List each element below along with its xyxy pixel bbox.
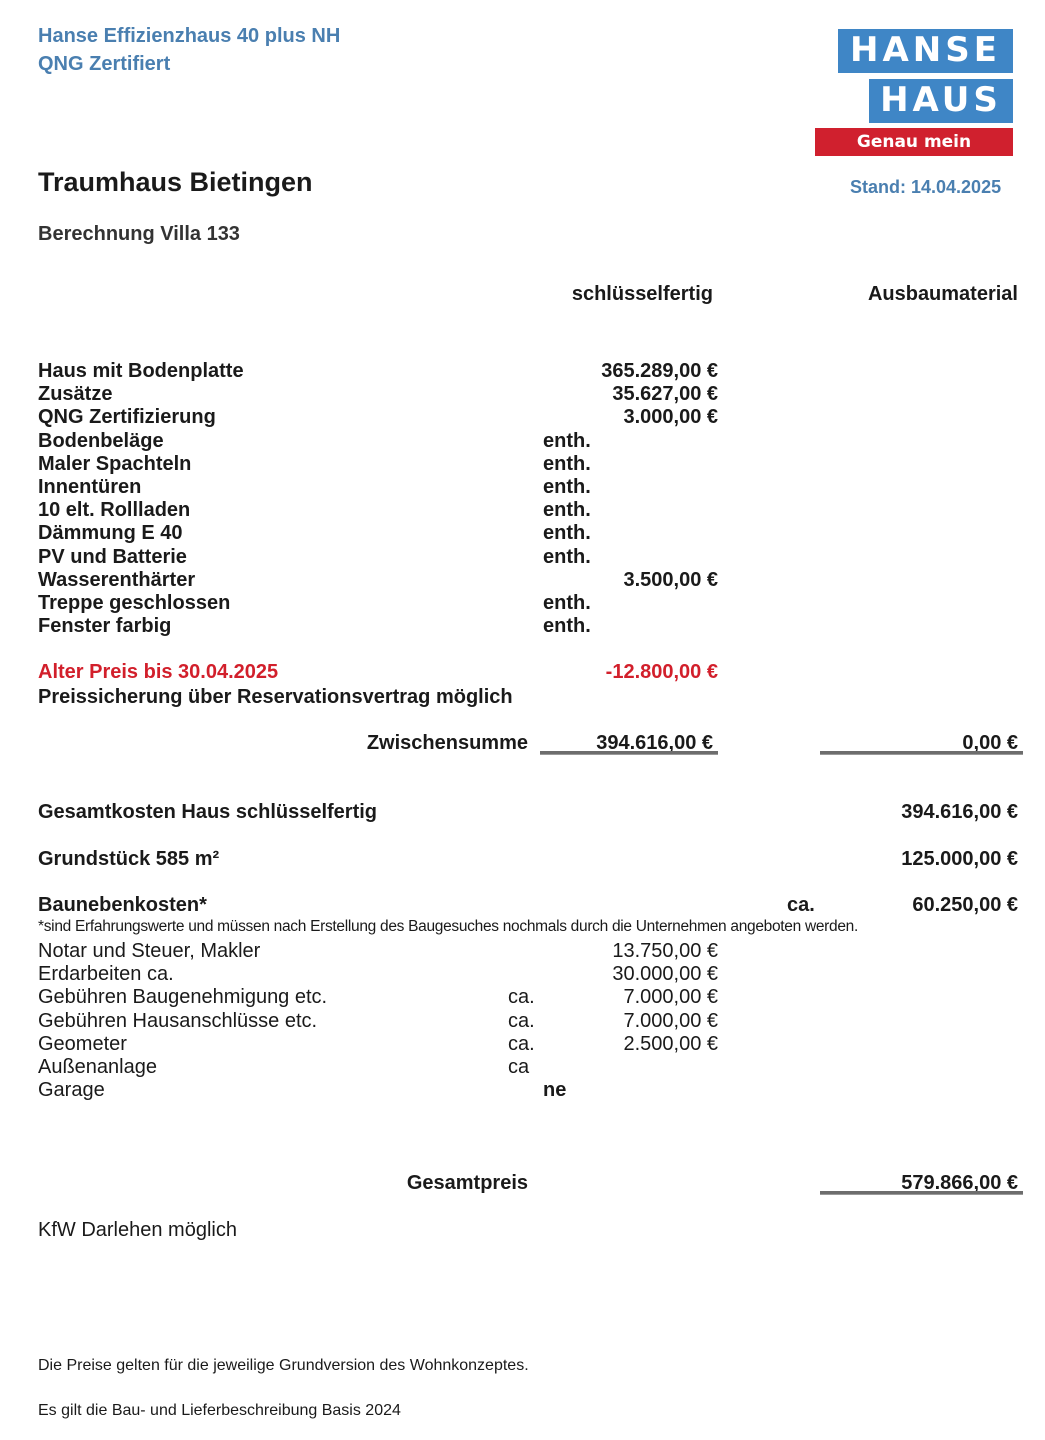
- column-header-schluesselfertig: schlüsselfertig: [571, 283, 713, 305]
- logo-top-text: HANSE: [838, 29, 1013, 73]
- side-cost-ca: ca.: [508, 1032, 535, 1055]
- cost-item-row: [38, 615, 718, 638]
- side-cost-label: Garage: [38, 1079, 105, 1102]
- plot-label: Grundstück 585 m²: [38, 848, 220, 870]
- side-cost-label: Erdarbeiten ca.: [38, 963, 174, 986]
- cost-item-label: QNG Zertifizierung: [38, 406, 216, 429]
- grand-total-label: Gesamtpreis: [406, 1172, 528, 1194]
- cost-item-row: [38, 406, 718, 429]
- side-cost-row: [38, 1033, 718, 1056]
- side-cost-row: [38, 1079, 718, 1102]
- cost-item-row: [38, 383, 718, 406]
- side-cost-ca: ca.: [508, 1009, 535, 1032]
- cost-item-label: Zusätze: [38, 383, 113, 406]
- cost-item-value: 35.627,00 €: [612, 383, 718, 406]
- cost-item-label: Haus mit Bodenplatte: [38, 360, 244, 382]
- cost-item-row: [38, 569, 718, 592]
- cost-item-label: Innentüren: [38, 476, 142, 498]
- page-subtitle: Berechnung Villa 133: [38, 223, 240, 245]
- grand-total-value: 579.866,00 €: [901, 1172, 1018, 1194]
- kfw-note: KfW Darlehen möglich: [38, 1219, 237, 1241]
- cost-item-label: Fenster farbig: [38, 615, 172, 638]
- side-costs-value: 60.250,00 €: [912, 894, 1018, 916]
- discount-label: Alter Preis bis 30.04.2025: [38, 661, 279, 683]
- side-costs-ca: ca.: [787, 894, 815, 916]
- side-cost-label: Geometer: [38, 1032, 127, 1055]
- footer-line-1: Die Preise gelten für die jeweilige Grundversion des Wohnkonzeptes.: [38, 1357, 529, 1374]
- subtotal-underline-1: [540, 751, 718, 755]
- side-cost-value: 13.750,00 €: [612, 940, 718, 962]
- side-cost-label: Notar und Steuer, Makler: [38, 940, 261, 962]
- cost-item-row: [38, 592, 718, 615]
- subtotal-value-schluesselfertig: 394.616,00 €: [596, 732, 713, 754]
- cost-item-row: [38, 453, 718, 476]
- subtotal-underline-2: [820, 751, 1023, 755]
- stand-date: Stand: 14.04.2025: [850, 177, 1002, 197]
- cost-item-included: enth.: [543, 429, 591, 452]
- side-cost-value: 7.000,00 €: [623, 986, 718, 1009]
- side-cost-row: [38, 940, 718, 963]
- cost-item-value: 365.289,00 €: [601, 360, 718, 382]
- side-cost-label: Gebühren Hausanschlüsse etc.: [38, 1009, 318, 1032]
- total-house-label: Gesamtkosten Haus schlüsselfertig: [38, 801, 378, 823]
- side-cost-label: Gebühren Baugenehmigung etc.: [38, 986, 328, 1009]
- plot-value: 125.000,00 €: [901, 848, 1018, 870]
- side-cost-value: 7.000,00 €: [623, 1009, 718, 1032]
- side-costs-footnote: *sind Erfahrungswerte und müssen nach Erstellung des Baugesuches nochmals durch die Unternehmen angeboten werden.: [38, 918, 858, 935]
- cost-item-row: [38, 360, 718, 383]
- footer-line-2: Es gilt die Bau- und Lieferbeschreibung Basis 2024: [38, 1402, 401, 1419]
- header-line-1: Hanse Effizienzhaus 40 plus NH: [38, 25, 341, 47]
- cost-item-label: Wasserenthärter: [38, 568, 196, 591]
- page-title: Traumhaus Bietingen: [38, 167, 313, 197]
- cost-item-included: enth.: [543, 452, 591, 475]
- cost-item-label: Maler Spachteln: [38, 452, 192, 475]
- side-cost-row: [38, 1010, 718, 1033]
- cost-item-included: enth.: [543, 592, 591, 614]
- column-header-ausbaumaterial: Ausbaumaterial: [867, 283, 1018, 305]
- side-costs-label: Baunebenkosten*: [38, 894, 207, 916]
- side-cost-value: 2.500,00 €: [623, 1032, 718, 1055]
- logo-slogan: Genau mein Zuhause.: [815, 128, 1013, 156]
- grand-total-underline: [820, 1191, 1023, 1195]
- header-line-2: QNG Zertifiert: [38, 53, 171, 75]
- side-cost-ca: ca.: [508, 986, 535, 1009]
- side-cost-ca: ne: [543, 1079, 567, 1102]
- discount-row: [38, 661, 718, 684]
- price-guarantee-note: Preissicherung über Reservationsvertrag möglich: [38, 686, 513, 708]
- cost-item-included: enth.: [543, 545, 591, 568]
- subtotal-label: Zwischensumme: [366, 732, 528, 754]
- cost-item-included: enth.: [543, 615, 591, 638]
- side-cost-ca: ca: [508, 1056, 530, 1078]
- cost-item-included: enth.: [543, 522, 591, 545]
- cost-item-value: 3.500,00 €: [623, 568, 718, 591]
- side-cost-label: Außenanlage: [38, 1056, 157, 1078]
- cost-item-row: [38, 546, 718, 569]
- side-cost-value: 30.000,00 €: [612, 963, 718, 986]
- side-cost-row: [38, 1056, 718, 1079]
- cost-item-included: enth.: [543, 476, 591, 498]
- discount-value: -12.800,00 €: [605, 661, 718, 683]
- logo-bottom-text: HAUS: [869, 79, 1013, 123]
- cost-item-row: [38, 499, 718, 522]
- cost-item-included: enth.: [543, 499, 591, 522]
- total-house-value: 394.616,00 €: [901, 801, 1018, 823]
- cost-item-label: Dämmung E 40: [38, 522, 183, 545]
- cost-item-row: [38, 476, 718, 499]
- cost-item-label: PV und Batterie: [38, 545, 187, 568]
- side-cost-row: [38, 986, 718, 1009]
- cost-item-row: [38, 430, 718, 453]
- subtotal-value-ausbaumaterial: 0,00 €: [962, 732, 1018, 754]
- cost-item-label: Treppe geschlossen: [38, 592, 231, 614]
- cost-item-label: Bodenbeläge: [38, 429, 164, 452]
- cost-item-label: 10 elt. Rollladen: [38, 499, 191, 522]
- side-cost-row: [38, 963, 718, 986]
- cost-item-value: 3.000,00 €: [623, 406, 718, 429]
- cost-item-row: [38, 522, 718, 545]
